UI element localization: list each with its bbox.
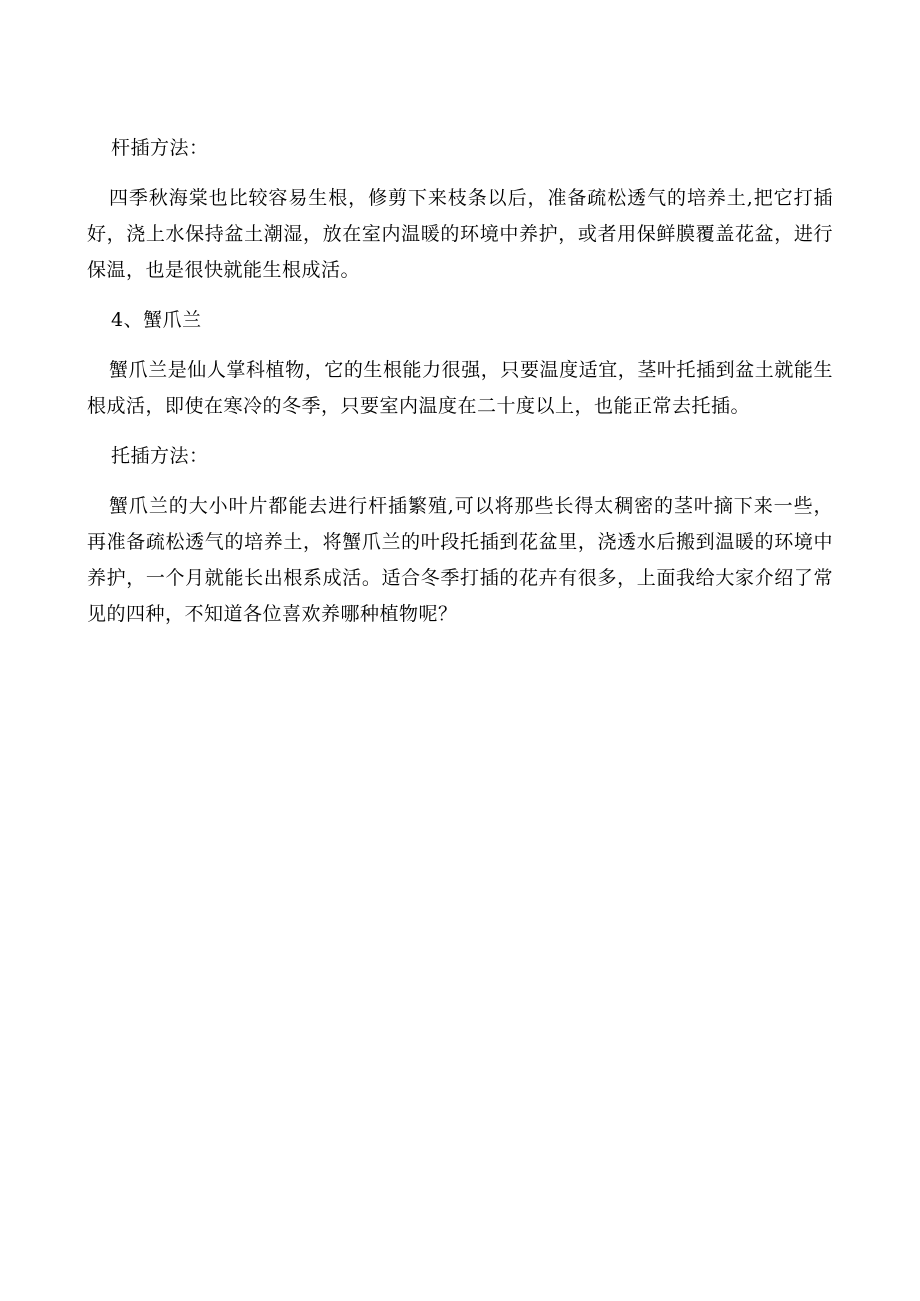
paragraph-crab-cactus-intro: 蟹爪兰是仙人掌科植物，它的生根能力很强，只要温度适宜，茎叶托插到盆土就能生根成活，即使在寒冷的冬季，只要室内温度在二十度以上，也能正常去托插。	[87, 359, 833, 417]
section-heading-crab-cactus: 4、蟹爪兰	[111, 309, 202, 331]
document-body	[87, 130, 833, 646]
section-label-propagation-method: 托插方法：	[111, 445, 209, 467]
section-label-cutting-method: 杆插方法：	[111, 137, 209, 159]
paragraph-begonia: 四季秋海棠也比较容易生根，修剪下来枝条以后，准备疏松透气的培养土,把它打插好，浇上水保持盆土潮湿，放在室内温暖的环境中养护，或者用保鲜膜覆盖花盆，进行保温，也是很快就能生根成活。	[87, 187, 833, 281]
paragraph-crab-cactus-method: 蟹爪兰的大小叶片都能去进行杆插繁殖,可以将那些长得太稠密的茎叶摘下来一些，再准备疏松透气的培养土，将蟹爪兰的叶段托插到花盆里，浇透水后搬到温暖的环境中养护，一个月就能长出根系成活。适合冬季打插的花卉有很多，上面我给大家介绍了常见的四种，不知道各位喜欢养哪种植物呢？	[87, 495, 833, 625]
